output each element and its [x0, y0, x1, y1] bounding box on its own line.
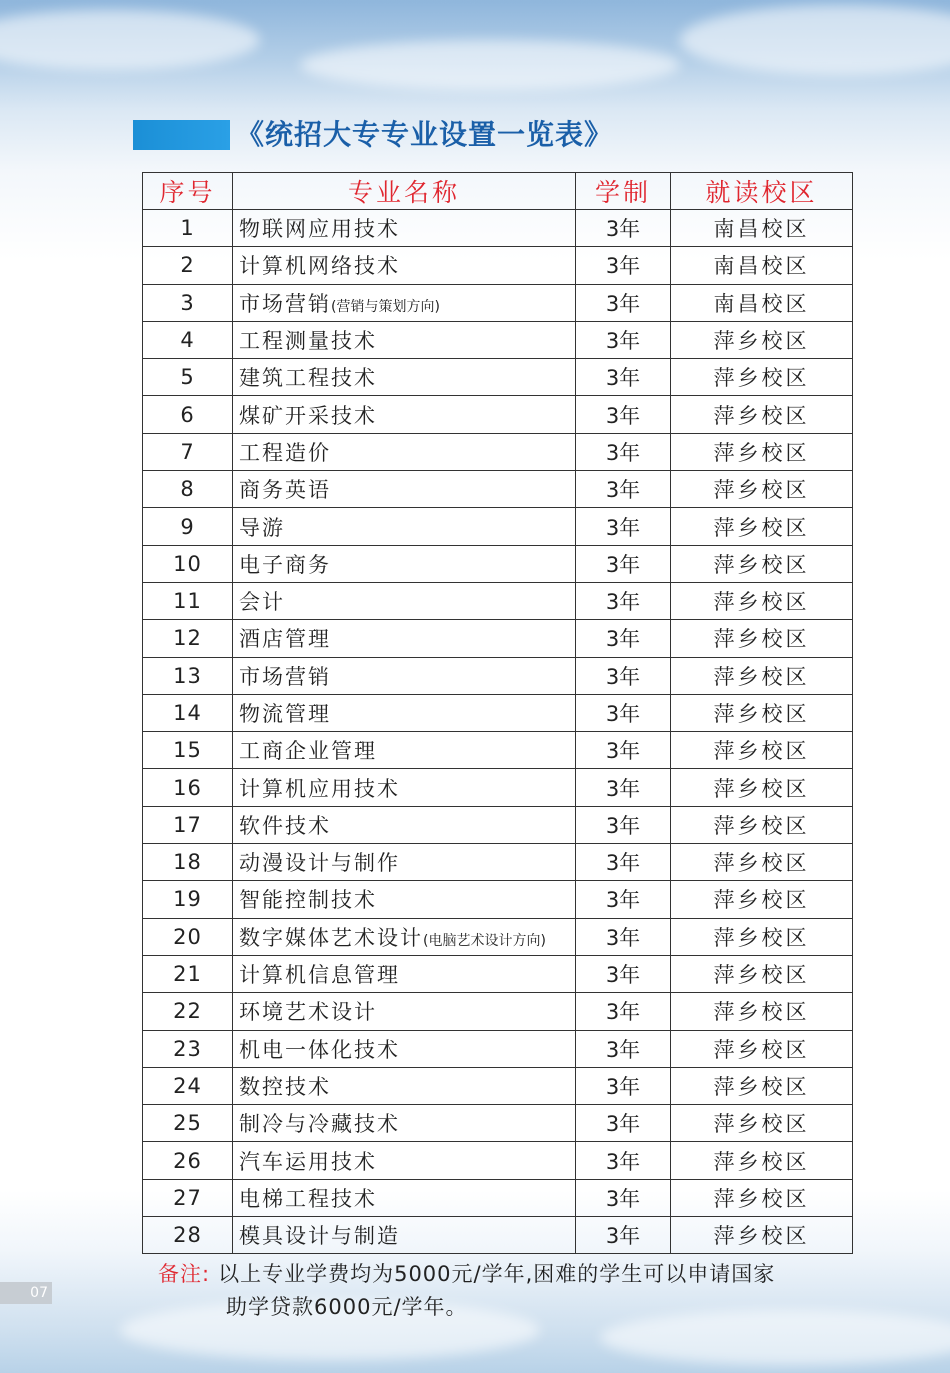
row-number: 26: [143, 1142, 233, 1179]
row-number: 15: [143, 732, 233, 769]
study-length: 3年: [576, 657, 671, 694]
major-name: 数控技术: [239, 1074, 331, 1099]
page-number: 07: [0, 1282, 52, 1304]
major-name-cell: [233, 844, 576, 881]
campus: 萍乡校区: [671, 881, 853, 918]
row-number: 24: [143, 1067, 233, 1104]
row-number: 1: [143, 210, 233, 247]
major-name: 工程测量技术: [239, 329, 377, 354]
sky-cloud: [680, 5, 950, 75]
row-number: 16: [143, 769, 233, 806]
table-row: [143, 359, 853, 396]
sky-cloud: [300, 40, 680, 90]
major-name: 动漫设计与制作: [239, 851, 400, 876]
major-name: 煤矿开采技术: [239, 403, 377, 428]
major-name: 物联网应用技术: [239, 217, 400, 242]
major-name-cell: [233, 321, 576, 358]
campus: 萍乡校区: [671, 657, 853, 694]
row-number: 22: [143, 993, 233, 1030]
major-name-cell: [233, 769, 576, 806]
major-name: 机电一体化技术: [239, 1037, 400, 1062]
major-name-cell: [233, 359, 576, 396]
campus: 萍乡校区: [671, 471, 853, 508]
major-name-cell: [233, 694, 576, 731]
table-row: [143, 769, 853, 806]
major-name: 智能控制技术: [239, 888, 377, 913]
table-row: [143, 694, 853, 731]
row-number: 18: [143, 844, 233, 881]
table-row: [143, 806, 853, 843]
table-row: [143, 918, 853, 955]
major-name: 商务英语: [239, 478, 331, 503]
major-name-cell: [233, 1179, 576, 1216]
major-name-cell: [233, 396, 576, 433]
table-row: [143, 657, 853, 694]
campus: 南昌校区: [671, 210, 853, 247]
row-number: 5: [143, 359, 233, 396]
campus: 萍乡校区: [671, 918, 853, 955]
major-name-cell: [233, 657, 576, 694]
major-name-cell: [233, 1030, 576, 1067]
major-name-cell: [233, 806, 576, 843]
campus: 萍乡校区: [671, 508, 853, 545]
major-name: 计算机应用技术: [239, 776, 400, 801]
study-length: 3年: [576, 694, 671, 731]
major-name: 软件技术: [239, 813, 331, 838]
header-length: 学制: [576, 173, 671, 210]
table-row: [143, 881, 853, 918]
campus: 萍乡校区: [671, 1030, 853, 1067]
campus: 萍乡校区: [671, 806, 853, 843]
table-row: [143, 1030, 853, 1067]
table-row: [143, 284, 853, 321]
study-length: 3年: [576, 247, 671, 284]
study-length: 3年: [576, 993, 671, 1030]
table-row: [143, 844, 853, 881]
campus: 萍乡校区: [671, 993, 853, 1030]
header-name: 专业名称: [233, 173, 576, 210]
major-name-cell: [233, 284, 576, 321]
row-number: 10: [143, 545, 233, 582]
row-number: 27: [143, 1179, 233, 1216]
remark-line-1: 以上专业学费均为5000元/学年,困难的学生可以申请国家: [218, 1262, 776, 1286]
study-length: 3年: [576, 471, 671, 508]
table-row: [143, 396, 853, 433]
campus: 萍乡校区: [671, 433, 853, 470]
study-length: 3年: [576, 1067, 671, 1104]
study-length: 3年: [576, 806, 671, 843]
major-name-cell: [233, 1217, 576, 1254]
row-number: 20: [143, 918, 233, 955]
major-name: 环境艺术设计: [239, 1000, 377, 1025]
major-name-cell: [233, 1067, 576, 1104]
major-name: 电梯工程技术: [239, 1186, 377, 1211]
remark-label: 备注:: [158, 1262, 211, 1286]
campus: 萍乡校区: [671, 694, 853, 731]
study-length: 3年: [576, 508, 671, 545]
row-number: 28: [143, 1217, 233, 1254]
major-name-cell: [233, 1142, 576, 1179]
major-name: 市场营销: [239, 291, 331, 316]
campus: 萍乡校区: [671, 955, 853, 992]
study-length: 3年: [576, 732, 671, 769]
campus: 萍乡校区: [671, 769, 853, 806]
study-length: 3年: [576, 955, 671, 992]
remark-line-2: 助学贷款6000元/学年。: [226, 1295, 468, 1319]
major-name: 电子商务: [239, 552, 331, 577]
major-name: 模具设计与制造: [239, 1224, 400, 1249]
major-name: 工程造价: [239, 440, 331, 465]
major-name-cell: [233, 918, 576, 955]
study-length: 3年: [576, 844, 671, 881]
campus: 萍乡校区: [671, 732, 853, 769]
row-number: 6: [143, 396, 233, 433]
row-number: 19: [143, 881, 233, 918]
study-length: 3年: [576, 433, 671, 470]
major-name-cell: [233, 993, 576, 1030]
study-length: 3年: [576, 1142, 671, 1179]
major-name: 数字媒体艺术设计: [239, 925, 423, 950]
row-number: 9: [143, 508, 233, 545]
major-name-cell: [233, 955, 576, 992]
campus: 萍乡校区: [671, 1142, 853, 1179]
row-number: 3: [143, 284, 233, 321]
major-name-cell: [233, 247, 576, 284]
major-name-cell: [233, 732, 576, 769]
header-campus: 就读校区: [671, 173, 853, 210]
table-row: [143, 582, 853, 619]
table-row: [143, 545, 853, 582]
study-length: 3年: [576, 1179, 671, 1216]
major-name: 汽车运用技术: [239, 1149, 377, 1174]
title-accent-bar: [133, 120, 230, 150]
campus: 萍乡校区: [671, 359, 853, 396]
table-row: [143, 1142, 853, 1179]
table-row: [143, 247, 853, 284]
row-number: 13: [143, 657, 233, 694]
campus: 萍乡校区: [671, 620, 853, 657]
campus: 萍乡校区: [671, 1105, 853, 1142]
study-length: 3年: [576, 582, 671, 619]
campus: 萍乡校区: [671, 844, 853, 881]
campus: 萍乡校区: [671, 1179, 853, 1216]
major-name: 导游: [239, 515, 285, 540]
row-number: 4: [143, 321, 233, 358]
campus: 萍乡校区: [671, 582, 853, 619]
study-length: 3年: [576, 1105, 671, 1142]
major-name: 会计: [239, 590, 285, 615]
table-row: [143, 1067, 853, 1104]
major-name: 制冷与冷藏技术: [239, 1112, 400, 1137]
major-name: 酒店管理: [239, 627, 331, 652]
major-name: 计算机信息管理: [239, 963, 400, 988]
study-length: 3年: [576, 396, 671, 433]
table-row: [143, 433, 853, 470]
major-name-cell: [233, 881, 576, 918]
major-name: 建筑工程技术: [239, 366, 377, 391]
sky-cloud: [0, 10, 260, 70]
row-number: 2: [143, 247, 233, 284]
campus: 萍乡校区: [671, 396, 853, 433]
table-row: [143, 471, 853, 508]
study-length: 3年: [576, 918, 671, 955]
row-number: 12: [143, 620, 233, 657]
major-name-cell: [233, 210, 576, 247]
table-row: [143, 210, 853, 247]
row-number: 8: [143, 471, 233, 508]
major-name-cell: [233, 471, 576, 508]
table-row: [143, 955, 853, 992]
major-name-cell: [233, 545, 576, 582]
table-body: [143, 210, 853, 1254]
major-name-cell: [233, 620, 576, 657]
row-number: 7: [143, 433, 233, 470]
study-length: 3年: [576, 545, 671, 582]
campus: 萍乡校区: [671, 321, 853, 358]
campus: 萍乡校区: [671, 1217, 853, 1254]
study-length: 3年: [576, 620, 671, 657]
table-row: [143, 620, 853, 657]
study-length: 3年: [576, 359, 671, 396]
table-row: [143, 508, 853, 545]
major-direction-note: (电脑艺术设计方向): [423, 932, 546, 949]
table-header-row: [143, 173, 853, 210]
major-name-cell: [233, 582, 576, 619]
major-name-cell: [233, 1105, 576, 1142]
page-title: 《统招大专专业设置一览表》: [236, 118, 614, 151]
row-number: 25: [143, 1105, 233, 1142]
row-number: 17: [143, 806, 233, 843]
campus: 南昌校区: [671, 284, 853, 321]
study-length: 3年: [576, 210, 671, 247]
study-length: 3年: [576, 1030, 671, 1067]
campus: 南昌校区: [671, 247, 853, 284]
table-row: [143, 1217, 853, 1254]
study-length: 3年: [576, 769, 671, 806]
study-length: 3年: [576, 284, 671, 321]
table-row: [143, 1105, 853, 1142]
row-number: 23: [143, 1030, 233, 1067]
major-name: 计算机网络技术: [239, 254, 400, 279]
table-row: [143, 993, 853, 1030]
remark-block: [158, 1258, 878, 1324]
table-row: [143, 732, 853, 769]
campus: 萍乡校区: [671, 545, 853, 582]
major-name: 市场营销: [239, 664, 331, 689]
row-number: 11: [143, 582, 233, 619]
major-direction-note: (营销与策划方向): [331, 298, 440, 315]
row-number: 14: [143, 694, 233, 731]
table-row: [143, 1179, 853, 1216]
row-number: 21: [143, 955, 233, 992]
major-name-cell: [233, 433, 576, 470]
campus: 萍乡校区: [671, 1067, 853, 1104]
study-length: 3年: [576, 321, 671, 358]
major-name-cell: [233, 508, 576, 545]
major-name: 工商企业管理: [239, 739, 377, 764]
table-row: [143, 321, 853, 358]
header-no: 序号: [143, 173, 233, 210]
study-length: 3年: [576, 1217, 671, 1254]
major-name: 物流管理: [239, 702, 331, 726]
majors-table: [142, 172, 853, 1254]
study-length: 3年: [576, 881, 671, 918]
